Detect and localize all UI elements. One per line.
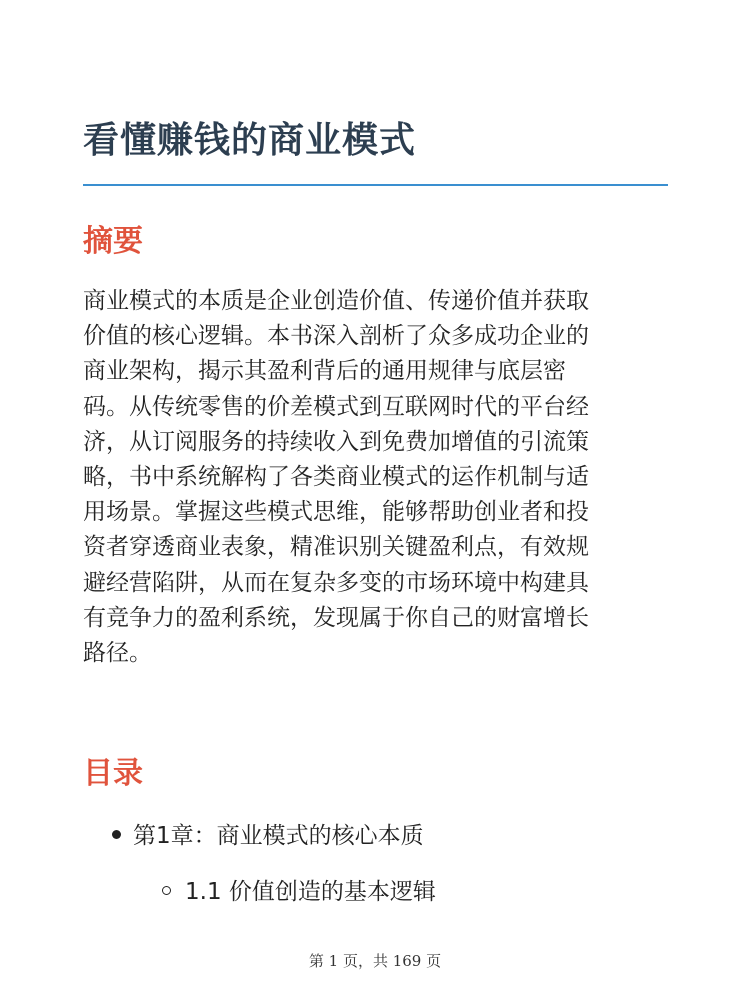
abstract-line: 路径。 (83, 640, 152, 667)
abstract-line: 避经营陷阱，从而在复杂多变的市场环境中构建具 (83, 569, 589, 596)
bullet-disc-icon (112, 830, 121, 839)
toc-chapter-label: 第1章：商业模式的核心本质 (133, 823, 424, 849)
abstract-line: 商业模式的本质是企业创造价值、传递价值并获取 (83, 288, 589, 314)
toc-heading: 目录 (83, 756, 143, 791)
abstract-line: 商业架构，揭示其盈利背后的通用规律与底层密 (83, 358, 566, 385)
abstract-heading: 摘要 (83, 224, 143, 259)
document-title: 看懂赚钱的商业模式 (83, 120, 417, 161)
title-divider (83, 184, 668, 186)
toc-chapter-item[interactable] (112, 820, 424, 852)
bullet-circle-icon (162, 886, 171, 895)
abstract-paragraph (83, 284, 673, 671)
toc-section-label: 1.1 价值创造的基本逻辑 (185, 879, 436, 905)
abstract-line: 有竞争力的盈利系统，发现属于你自己的财富增长 (83, 604, 589, 631)
abstract-line: 价值的核心逻辑。本书深入剖析了众多成功企业的 (83, 323, 589, 350)
abstract-line: 用场景。掌握这些模式思维，能够帮助创业者和投 (83, 499, 589, 526)
abstract-line: 济，从订阅服务的持续收入到免费加增值的引流策 (83, 428, 589, 455)
page-number-footer: 第 1 页，共 169 页 (308, 952, 442, 970)
toc-section-item[interactable] (162, 876, 436, 908)
abstract-line: 略，书中系统解构了各类商业模式的运作机制与适 (83, 464, 589, 491)
abstract-line: 码。从传统零售的价差模式到互联网时代的平台经 (83, 393, 589, 420)
abstract-line: 资者穿透商业表象，精准识别关键盈利点，有效规 (83, 534, 589, 561)
